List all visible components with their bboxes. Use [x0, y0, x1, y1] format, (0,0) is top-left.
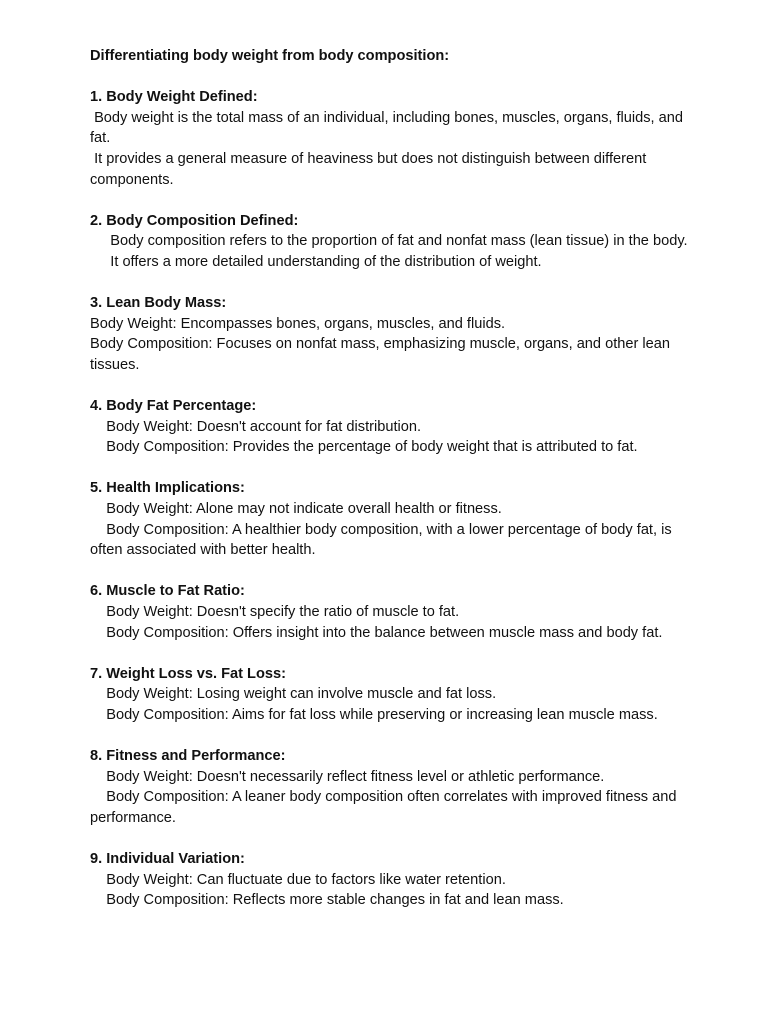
section-weight-loss-vs-fat-loss [90, 664, 690, 726]
section-paragraph: Body Weight: Doesn't account for fat distribution. [90, 418, 422, 435]
section-heading: 6. Muscle to Fat Ratio: [90, 583, 245, 600]
section-body-fat-percentage [90, 396, 690, 458]
section-heading: 4. Body Fat Percentage: [90, 398, 257, 415]
section-muscle-to-fat-ratio [90, 581, 690, 643]
section-paragraph: Body Composition: A healthier body composition, with a lower percentage of body fat, is often associated with better health. [90, 521, 676, 559]
section-heading: 9. Individual Variation: [90, 851, 245, 868]
section-paragraph: Body composition refers to the proportion of fat and nonfat mass (lean tissue) in the body. [90, 233, 688, 250]
section-paragraph: Body Composition: Offers insight into the balance between muscle mass and body fat. [90, 624, 663, 641]
section-lean-body-mass [90, 293, 690, 375]
section-paragraph: Body Weight: Doesn't specify the ratio of muscle to fat. [90, 604, 460, 621]
section-heading: 3. Lean Body Mass: [90, 295, 227, 312]
section-body-composition-defined [90, 211, 690, 273]
section-paragraph: Body Composition: Focuses on nonfat mass, emphasizing muscle, organs, and other lean tissues. [90, 336, 675, 373]
section-paragraph: Body weight is the total mass of an individual, including bones, muscles, organs, fluids, and fat. [90, 109, 688, 147]
section-health-implications [90, 478, 690, 560]
section-paragraph: Body Composition: A leaner body composition often correlates with improved fitness and performance. [90, 789, 681, 826]
section-paragraph: Body Weight: Can fluctuate due to factors like water retention. [90, 871, 506, 888]
section-paragraph: Body Weight: Encompasses bones, organs, muscles, and fluids. [90, 315, 506, 332]
section-paragraph: Body Composition: Reflects more stable changes in fat and lean mass. [90, 892, 564, 909]
document-title: Differentiating body weight from body composition: [90, 48, 450, 64]
section-fitness-and-performance [90, 746, 690, 828]
section-paragraph: It provides a general measure of heaviness but does not distinguish between different components. [90, 150, 651, 188]
section-heading: 1. Body Weight Defined: [90, 89, 258, 106]
section-individual-variation [90, 849, 690, 911]
section-paragraph: Body Weight: Losing weight can involve muscle and fat loss. [90, 686, 497, 703]
section-heading: 2. Body Composition Defined: [90, 212, 299, 229]
section-heading: 5. Health Implications: [90, 480, 245, 497]
section-paragraph: It offers a more detailed understanding of the distribution of weight. [90, 253, 542, 270]
section-heading: 7. Weight Loss vs. Fat Loss: [90, 665, 286, 682]
section-body-weight-defined [90, 87, 690, 190]
section-paragraph: Body Weight: Alone may not indicate overall health or fitness. [90, 501, 502, 518]
section-heading: 8. Fitness and Performance: [90, 748, 286, 765]
document-page [90, 46, 690, 932]
section-paragraph: Body Composition: Aims for fat loss while preserving or increasing lean muscle mass. [90, 707, 658, 723]
section-paragraph: Body Composition: Provides the percentage of body weight that is attributed to fat. [90, 439, 638, 456]
section-paragraph: Body Weight: Doesn't necessarily reflect fitness level or athletic performance. [90, 768, 605, 785]
